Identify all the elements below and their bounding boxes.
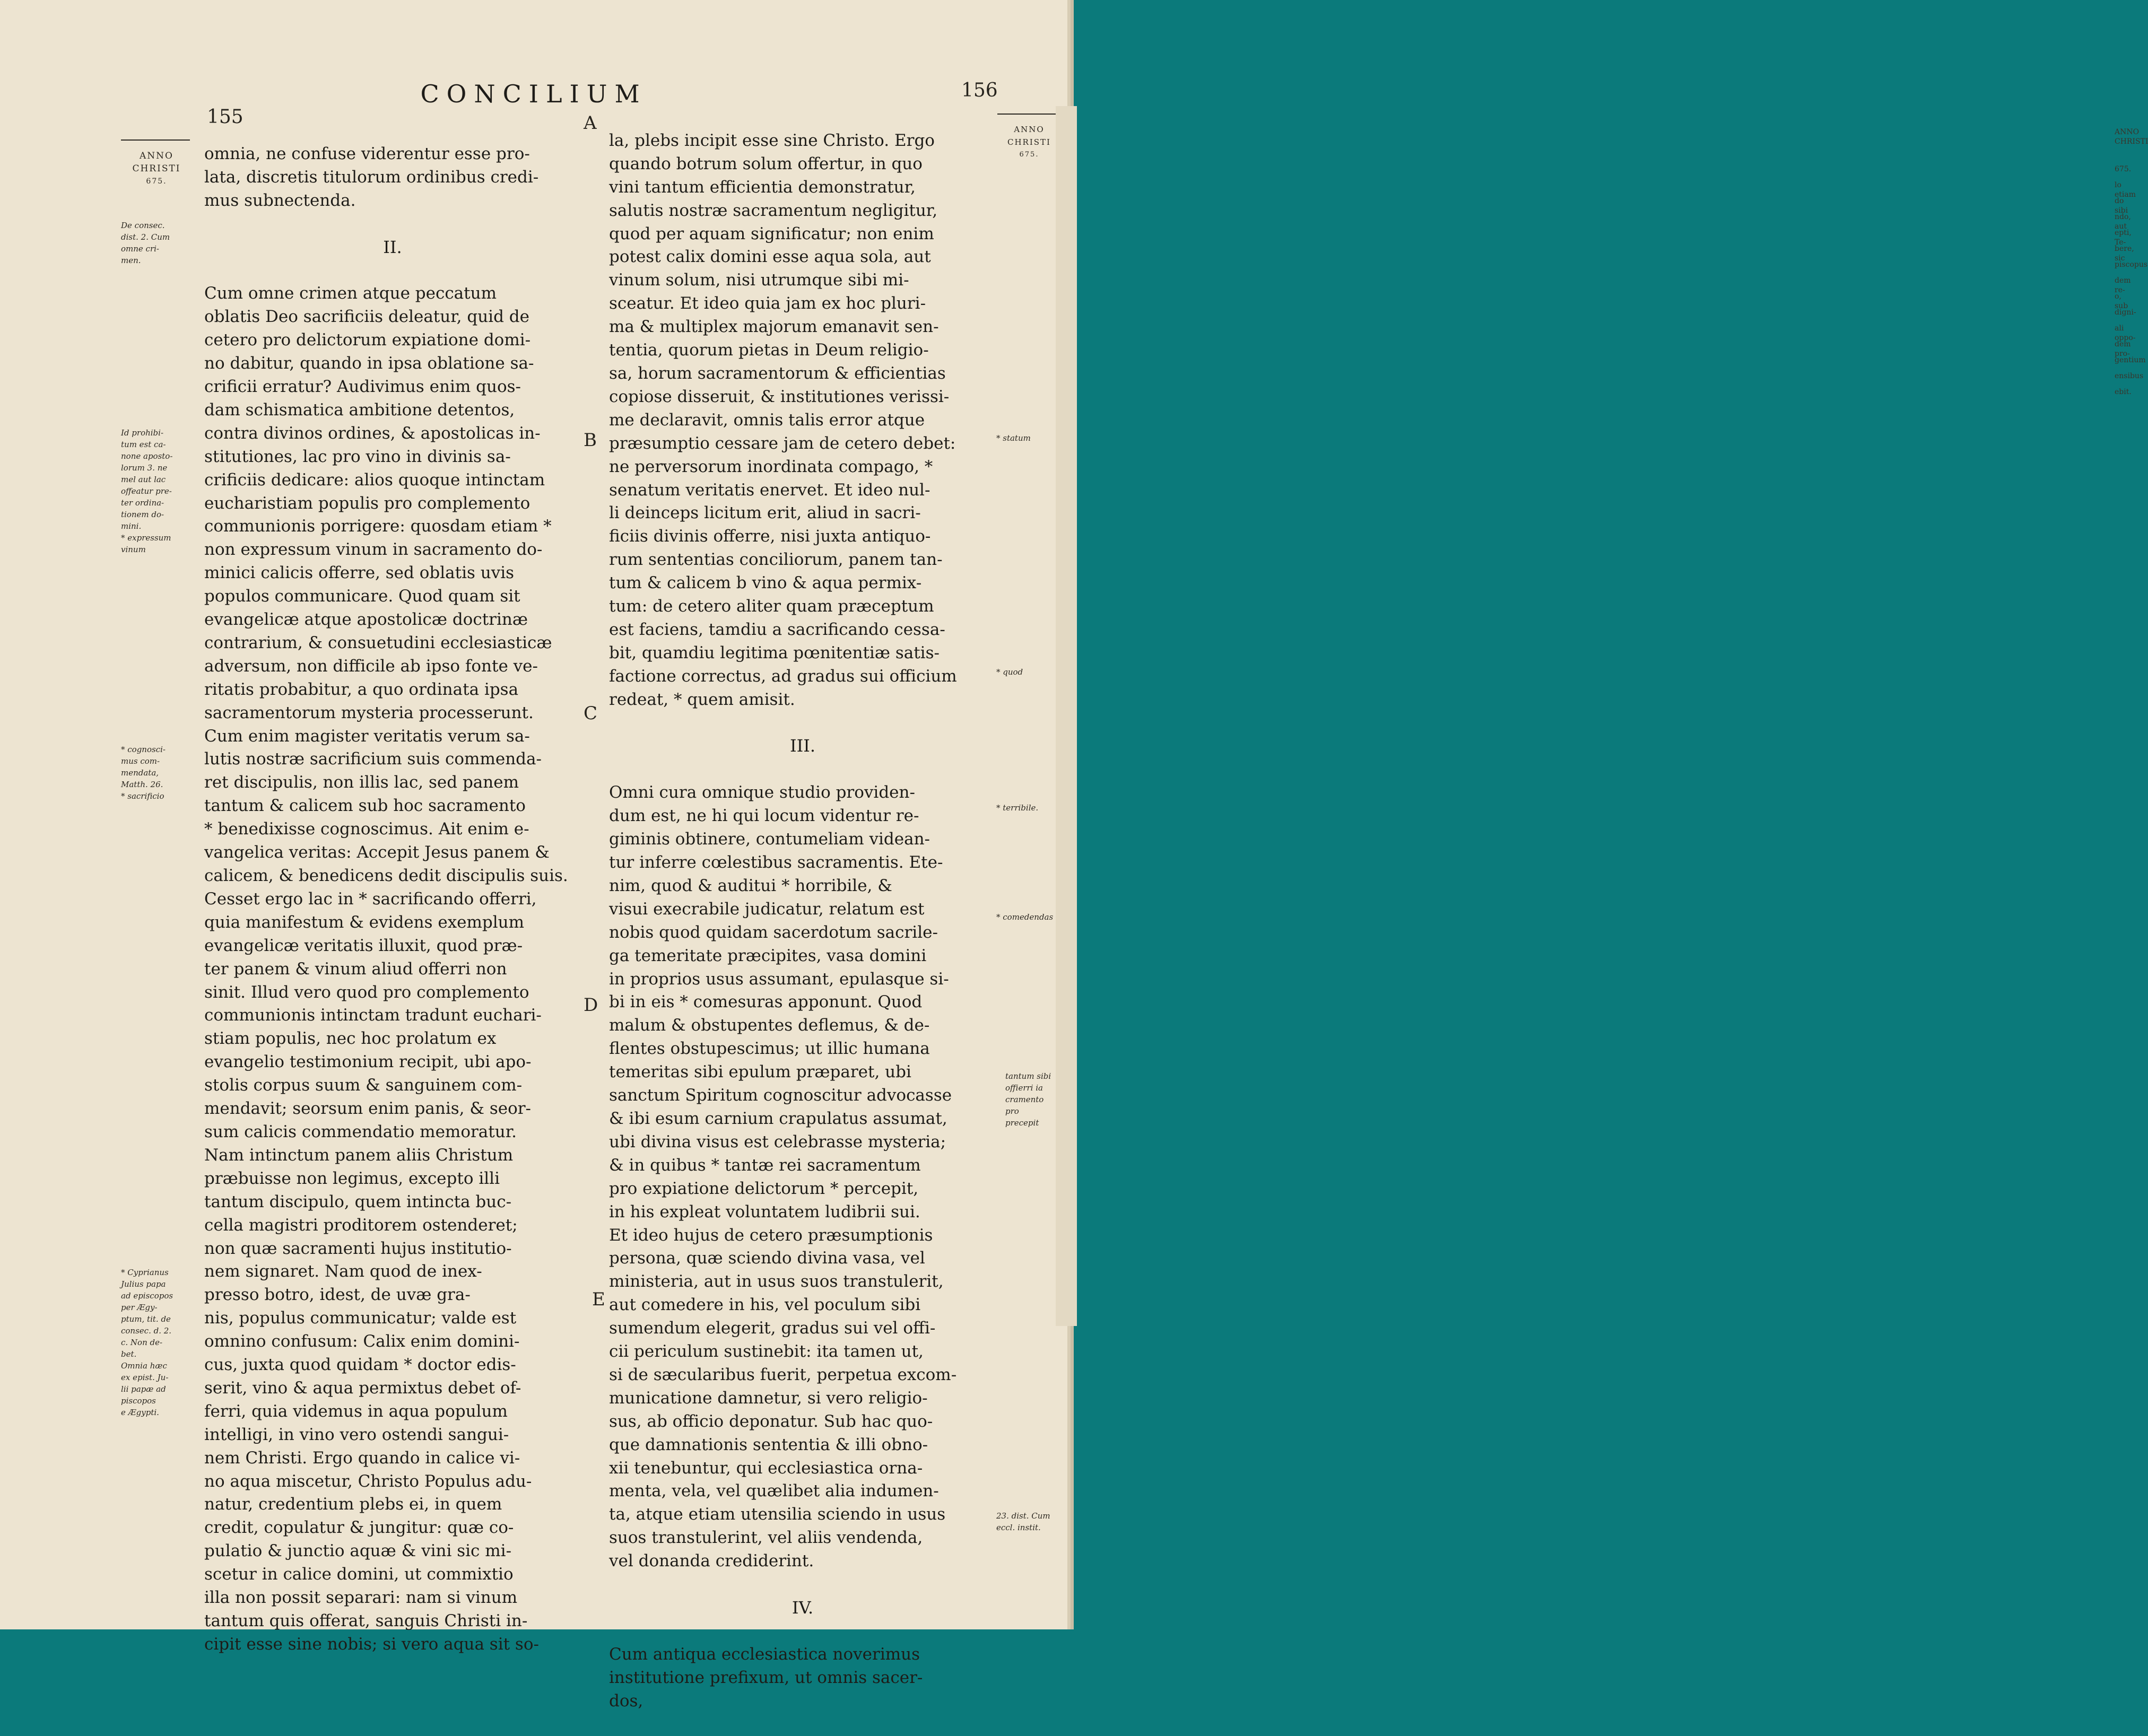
edge-fragment: o, sub bbox=[2115, 292, 2128, 310]
left-column-body: Cum omne crimen atque peccatum oblatis Deo sacrificiis deleatur, quid de cetero pro delictorum expiatione domi- no dabitur, quando in ipsa oblatione sa- crificii erratur? Audivimus enim quos- dam schismatica ambitione detentos, contra divinos ordines, & apostolicas in- stitutiones, lac pro vino in divinis sa- crificiis dedicare: alios quoque intinctam eucharistiam populis pro complemento communionis porrigere: quosdam etiam * non expressum vinum in sacramento do- minici calicis offerre, sed oblatis uvis populos communicare. Quod quam sit evangelicæ atque apostolicæ doctrinæ contrarium, & consuetudini ecclesiasticæ adversum, non difficile ab ipso fonte ve- ritatis probabitur, a quo ordinata ipsa sacramentorum mysteria processerunt. Cum enim magister veritatis verum sa- lutis nostræ sacrificium suis commenda- ret discipulis, non illis lac, sed panem tantum & calicem sub hoc sacramento * benedixisse cognoscimus. Ait enim e- vangelica veritas: Accepit Jesus panem & calicem, & benedicens dedit discipulis suis. Cesset ergo lac in * sacrificando offerri, quia manifestum & evidens exemplum evangelicæ veritatis illuxit, quod præ- ter panem & vinum aliud offerri non sinit. Illud vero quod pro complemento communionis intinctam tradunt euchari- stiam populis, nec hoc prolatum ex evangelio testimonium recipit, ubi apo- stolis corpus suum & sanguinem com- mendavit; seorsum enim panis, & seor- sum calicis commendatio memoratur. Nam intinctum panem aliis Christum præbuisse non legimus, excepto illi tantum discipulo, quem intincta buc- cella magistri proditorem ostenderet; non quæ sacramenti hujus institutio- nem signaret. Nam quod de inex- presso botro, idest, de uvæ gra- nis, populus communicatur; valde est omnino confusum: Calix enim domini- cus, juxta quod quidam * doctor edis- serit, vino & aqua permixtus debet of- ferri, quia videmus in aqua populum intelligi, in vino vero ostendi sangui- nem Christi. Ergo quando in calice vi- no aqua miscetur, Christo Populus adu- natur, credentium plebs ei, in quem credit, copulatur & jungitur: quæ co- pulatio & junctio aquæ & vini sic mi- scetur in calice domini, ut commixtio illa non possit separari: nam si vinum tantum quis offerat, sanguis Christi in- cipit esse sine nobis; si vero aqua sit so- bbox=[204, 284, 568, 1654]
section-letter-b: B bbox=[584, 430, 597, 451]
margin-note-id-prohibitum: Id prohibi- tum est ca- none aposto- lorum 3. ne mel aut lac offeatur pre- ter ordina- tionem do- mini. * expressum vinum bbox=[121, 428, 173, 554]
christi-label: CHRISTI bbox=[1007, 137, 1051, 147]
left-column-intro: omnia, ne confuse viderentur esse pro- lata, discretis titulorum ordinibus credi- mus subnectenda. bbox=[204, 144, 539, 210]
book-page bbox=[0, 0, 1067, 1711]
chapter-heading-4: IV. bbox=[792, 1598, 814, 1618]
edge-fragment: dem re- bbox=[2115, 276, 2131, 294]
margin-note-terribile: * terribile. bbox=[996, 803, 1039, 813]
margin-note-dist-cum: 23. dist. Cum eccl. instit. bbox=[996, 1511, 1050, 1532]
edge-fragment: epti, Te- bbox=[2115, 229, 2132, 247]
section-letter-a: A bbox=[584, 112, 597, 134]
right-column-part3: Cum antiqua ecclesiastica noverimus institutione prefixum, ut omnis sacer- dos, bbox=[609, 1644, 923, 1711]
chapter-heading-3: III. bbox=[789, 736, 816, 756]
right-header-rule bbox=[997, 114, 1056, 115]
margin-note-de-consec: De consec. dist. 2. Cum omne cri- men. bbox=[121, 221, 170, 265]
left-header-rule bbox=[121, 139, 190, 141]
edge-fragment: piscopus bbox=[2115, 260, 2148, 269]
edge-fragment: 675. bbox=[2115, 165, 2132, 173]
edge-fragment: ndo, aut bbox=[2115, 213, 2131, 231]
edge-fragment: ebit. bbox=[2115, 388, 2132, 396]
margin-note-tantum: tantum sibi offierri ia cramento pro precepit bbox=[1005, 1071, 1051, 1128]
margin-note-statum: * statum bbox=[996, 433, 1031, 443]
christi-label: CHRISTI bbox=[132, 163, 181, 174]
section-letter-d: D bbox=[584, 995, 598, 1016]
running-title: CONCILIUM bbox=[420, 80, 647, 108]
anno-year: 675. bbox=[146, 177, 167, 186]
edge-fragment: ali oppo- bbox=[2115, 324, 2136, 342]
chapter-heading-2: II. bbox=[383, 237, 402, 257]
page-number-left: 155 bbox=[207, 106, 244, 128]
edge-fragment: digni- bbox=[2115, 308, 2136, 317]
anno-label: ANNO bbox=[140, 151, 173, 161]
margin-note-comedendas: * comedendas bbox=[996, 912, 1054, 922]
edge-fragment: lo etiam bbox=[2115, 181, 2136, 199]
page-number-right: 156 bbox=[961, 80, 998, 101]
margin-note-quod: * quod bbox=[996, 667, 1023, 677]
section-letter-c: C bbox=[584, 703, 598, 724]
anno-year: 675. bbox=[1019, 151, 1039, 159]
edge-fragment: gentium bbox=[2115, 356, 2146, 364]
facing-page-edge bbox=[1056, 106, 2148, 1326]
anno-christi-right bbox=[1003, 123, 1056, 161]
margin-note-cyprianus: * Cyprianus Julius papa ad episcopos per Ægy- ptum, tit. de consec. d. 2. c. Non de- bet. Omnia hæc ex epist. Ju- lii papæ ad piscopos e Ægypti. bbox=[121, 1268, 173, 1417]
right-text-column bbox=[609, 106, 996, 1736]
section-letter-e: E bbox=[592, 1289, 605, 1310]
margin-note-cognoscimus: * cognosci- mus com- mendata, Matth. 26. * sacrificio bbox=[121, 745, 166, 801]
edge-fragment: dem pro- bbox=[2115, 340, 2131, 358]
right-column-part2: Omni cura omnique studio providen- dum est, ne hi qui locum videntur re- giminis obtinere, contumeliam videan- tur inferre cœlestibus sacramentis. Ete- nim, quod & auditui * horribile, & visui execrabile judicatur, relatum est nobis quod quidam sacerdotum sacrile- ga temeritate præcipites, vasa domini in proprios usus assumant, epulasque si- bi in eis * comesuras apponunt. Quod malum & obstupentes deflemus, & de- flentes obstupescimus; ut illic humana temeritas sibi epulum præparet, ubi sanctum Spiritum cognoscitur advocasse & ibi esum carnium crapulatus assumat, ubi divina visus est celebrasse mysteria; & in quibus * tantæ rei sacramentum pro expiatione delictorum * percepit, in his expleat voluntatem ludibrii sui. Et ideo hujus de cetero præsumptionis persona, quæ sciendo divina vasa, vel ministeria, aut in usus suos transtulerit, aut comedere in his, vel poculum sibi sumendum elegerit, gradus sui vel offi- cii periculum sustinebit: ita tamen ut, si de sæcularibus fuerit, perpetua excom- municatione damnetur, si vero religio- sus, ab officio deponatur. Sub hac quo- que damnationis sententia & illi obno- xii tenebuntur, qui ecclesiastica orna- menta, vela, vel quælibet alia indumen- ta, atque etiam utensilia sciendo in usus suos transtulerint, vel aliis vendenda, vel donanda crediderint. bbox=[609, 783, 957, 1571]
edge-fragment: ensibus bbox=[2115, 372, 2144, 380]
left-text-column bbox=[204, 119, 581, 1680]
edge-fragment: do sibi bbox=[2115, 197, 2128, 215]
right-column-part1: la, plebs incipit esse sine Christo. Ergo quando botrum solum offertur, in quo vini tantum efficientia demonstratur, salutis nostræ sacramentum negligitur, quod per aquam significatur; non enim potest calix domini esse aqua sola, aut vinum solum, nisi utrumque sibi mi- sceatur. Et ideo quia jam ex hoc pluri- ma & multiplex majorum emanavit sen- tentia, quorum pietas in Deum religio- sa, horum sacramentorum & efficientias copiose disseruit, & institutiones verissi- me declaravit, omnis talis error atque præsumptio cessare jam de cetero debet: ne perversorum inordinata compago, * senatum veritatis enervet. Et ideo nul- li deinceps licitum erit, aliud in sacri- ficiis divinis offerre, nisi juxta antiquo- rum sententias conciliorum, panem tan- tum & calicem b vino & aqua permix- tum: de cetero aliter quam præceptum est faciens, tamdiu a sacrificando cessa- bit, quamdiu legitima pœnitentiæ satis- factione correctus, ad gradus sui officium redeat, * quem amisit. bbox=[609, 130, 957, 709]
anno-christi-left bbox=[122, 150, 191, 188]
edge-fragment: ANNO CHRISTI bbox=[2115, 128, 2148, 146]
edge-fragment: bere, sic bbox=[2115, 245, 2134, 263]
anno-label: ANNO bbox=[1014, 125, 1045, 134]
